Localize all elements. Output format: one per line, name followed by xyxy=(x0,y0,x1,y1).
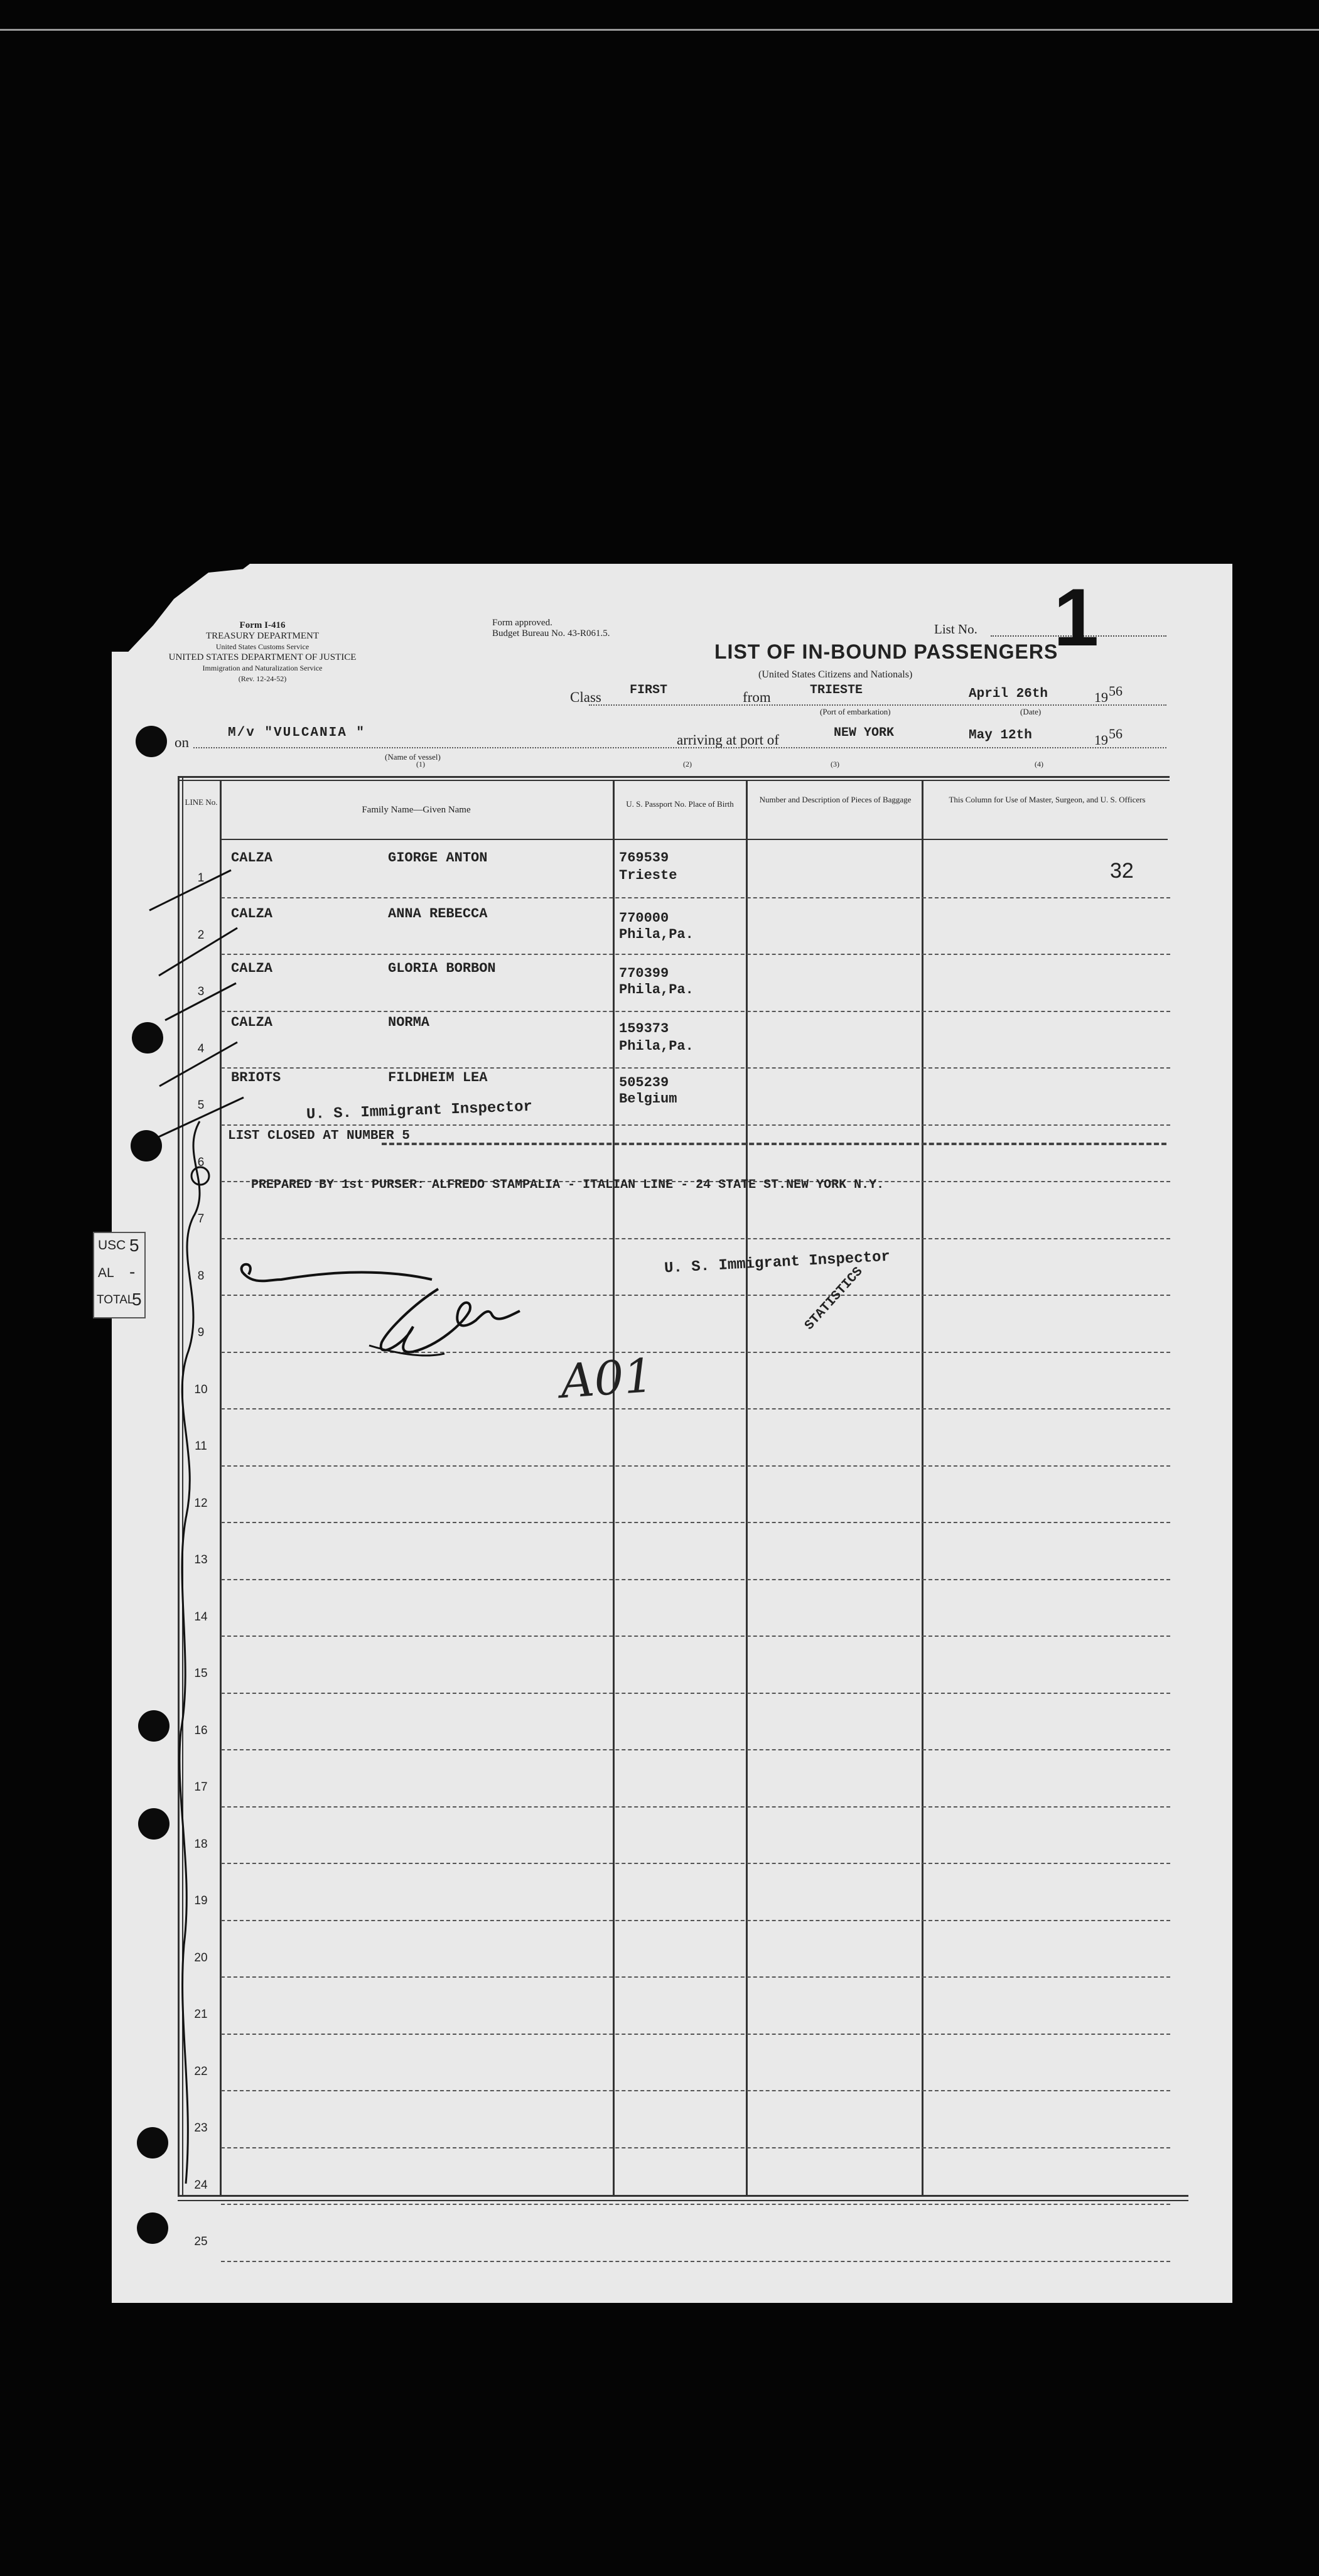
line-number: 23 xyxy=(194,2121,208,2135)
line-number: 21 xyxy=(194,2008,208,2021)
family-name: CALZA xyxy=(231,850,273,866)
prepared-by-stamp: PREPARED BY 1st PURSER: ALFREDO STAMPALIA - ITALIAN LINE - 24 STATE ST.NEW YORK N.Y. xyxy=(251,1178,885,1192)
depart-date: April 26th xyxy=(969,687,1048,701)
line-number: 15 xyxy=(194,1667,208,1680)
bracket-circle xyxy=(191,1167,209,1185)
al-value: - xyxy=(129,1262,136,1281)
punch-hole xyxy=(137,2212,168,2244)
signature-marks xyxy=(112,564,1232,2303)
inspector-stamp-1: U. S. Immigrant Inspector xyxy=(306,1098,533,1124)
usc-al-total-box xyxy=(93,1232,146,1318)
line-number: 4 xyxy=(197,1042,205,1055)
officer-note: 32 xyxy=(1110,859,1134,883)
punch-hole xyxy=(138,1710,170,1742)
line-number: 7 xyxy=(197,1212,205,1226)
caption-2: (2) xyxy=(683,760,692,768)
form-title: LIST OF IN-BOUND PASSENGERS xyxy=(714,640,1058,663)
passport-number: 505239 xyxy=(619,1075,669,1091)
dept-treasury-sub: United States Customs Service xyxy=(215,642,310,651)
given-name: GIORGE ANTON xyxy=(388,850,488,866)
col-header-name: Family Name—Given Name xyxy=(362,805,471,815)
vessel-caption: (Name of vessel) xyxy=(385,752,441,762)
check-mark-1 xyxy=(149,870,231,910)
given-name: FILDHEIM LEA xyxy=(388,1070,488,1086)
top-border-line xyxy=(0,29,1319,31)
punch-hole xyxy=(137,2127,168,2158)
line-number: 25 xyxy=(194,2235,208,2248)
check-mark-2 xyxy=(159,928,237,976)
budget-bureau: Budget Bureau No. 43-R061.5. xyxy=(492,628,610,639)
dept-justice-sub: Immigration and Naturalization Service xyxy=(202,664,323,672)
caption-3: (3) xyxy=(831,760,839,768)
usc-label: USC xyxy=(98,1238,126,1253)
col-header-passport: U. S. Passport No. Place of Birth xyxy=(626,799,734,809)
line-number: 13 xyxy=(194,1553,208,1566)
form-approved: Form approved. xyxy=(492,618,552,628)
arrival-year: 56 xyxy=(1109,726,1122,741)
check-mark-4 xyxy=(159,1042,237,1086)
given-name: GLORIA BORBON xyxy=(388,961,496,976)
on-label: on xyxy=(175,735,189,750)
line-number: 22 xyxy=(194,2064,208,2078)
usc-value: 5 xyxy=(129,1236,139,1255)
passport-number: 770000 xyxy=(619,910,669,926)
list-no-label: List No. xyxy=(934,622,977,637)
caption-4: (4) xyxy=(1035,760,1043,768)
depart-year-prefix: 19 xyxy=(1094,689,1108,705)
punch-hole xyxy=(131,1130,162,1161)
punch-hole xyxy=(132,1022,163,1054)
check-mark-3 xyxy=(165,983,236,1020)
al-label: AL xyxy=(98,1266,114,1280)
line-number: 16 xyxy=(194,1723,208,1737)
class-label: Class xyxy=(570,689,601,705)
punch-hole xyxy=(136,726,167,757)
passport-number: 770399 xyxy=(619,966,669,981)
bracket-line xyxy=(180,1121,200,2184)
arriving-label: arriving at port of xyxy=(677,732,779,748)
signature-stroke-2 xyxy=(381,1289,520,1352)
inspector-stamp-2: U. S. Immigrant Inspector xyxy=(664,1248,891,1278)
total-label: TOTAL xyxy=(97,1293,134,1307)
family-name: CALZA xyxy=(231,961,273,976)
birth-place: Phila,Pa. xyxy=(619,982,694,998)
total-value: 5 xyxy=(132,1290,142,1309)
line-number: 8 xyxy=(197,1269,205,1283)
line-number: 5 xyxy=(197,1099,205,1112)
passport-number: 159373 xyxy=(619,1021,669,1037)
revision: (Rev. 12-24-52) xyxy=(238,674,287,683)
given-name: NORMA xyxy=(388,1015,430,1030)
line-number: 17 xyxy=(194,1781,208,1794)
line-number: 14 xyxy=(194,1610,208,1624)
line-number: 12 xyxy=(194,1496,208,1510)
handwritten-code: A01 xyxy=(559,1348,655,1409)
col-header-baggage: Number and Description of Pieces of Baggage xyxy=(759,795,912,804)
col-header-line-no: LINE No. xyxy=(185,797,218,807)
passport-number: 769539 xyxy=(619,850,669,866)
manifest-page xyxy=(112,564,1232,2303)
family-name: CALZA xyxy=(231,906,273,922)
line-number: 18 xyxy=(194,1837,208,1851)
caption-1: (1) xyxy=(416,760,425,768)
line-number: 9 xyxy=(197,1326,205,1339)
punch-hole xyxy=(138,1808,170,1840)
from-label: from xyxy=(743,689,771,705)
vessel-name: M/v "VULCANIA " xyxy=(228,726,366,740)
arrival-date: May 12th xyxy=(969,728,1032,743)
depart-year: 56 xyxy=(1109,683,1122,699)
port-caption: (Port of embarkation) xyxy=(820,707,891,716)
line-number: 1 xyxy=(197,871,205,885)
birth-place: Trieste xyxy=(619,868,677,883)
date-caption: (Date) xyxy=(1020,707,1042,716)
col-header-officers: This Column for Use of Master, Surgeon, and U. S. Officers xyxy=(949,795,1146,804)
form-subtitle: (United States Citizens and Nationals) xyxy=(758,669,913,680)
form-number: Form I-416 xyxy=(239,620,286,630)
dept-justice: UNITED STATES DEPARTMENT OF JUSTICE xyxy=(168,652,357,662)
statistics-stamp: STATISTICS xyxy=(802,1264,866,1334)
line-number: 3 xyxy=(197,985,205,998)
list-closed-stamp: LIST CLOSED AT NUMBER 5 xyxy=(228,1129,410,1143)
line-number: 11 xyxy=(195,1440,207,1453)
arrival-port: NEW YORK xyxy=(834,726,895,740)
family-name: BRIOTS xyxy=(231,1070,281,1086)
list-number: 1 xyxy=(1053,571,1099,663)
birth-place: Phila,Pa. xyxy=(619,1038,694,1054)
signature-stroke-1 xyxy=(242,1264,432,1281)
class-value: FIRST xyxy=(630,683,668,698)
from-value: TRIESTE xyxy=(810,683,863,698)
given-name: ANNA REBECCA xyxy=(388,906,488,922)
line-number: 24 xyxy=(194,2178,208,2192)
birth-place: Phila,Pa. xyxy=(619,927,694,942)
dept-treasury: TREASURY DEPARTMENT xyxy=(205,631,320,641)
arrival-year-prefix: 19 xyxy=(1094,732,1108,748)
family-name: CALZA xyxy=(231,1015,273,1030)
line-number: 19 xyxy=(194,1894,208,1907)
line-number: 10 xyxy=(194,1382,208,1396)
check-mark-5 xyxy=(156,1097,244,1138)
birth-place: Belgium xyxy=(619,1091,677,1107)
line-number: 6 xyxy=(197,1155,205,1169)
line-number: 20 xyxy=(194,1951,208,1964)
line-number: 2 xyxy=(197,928,205,942)
